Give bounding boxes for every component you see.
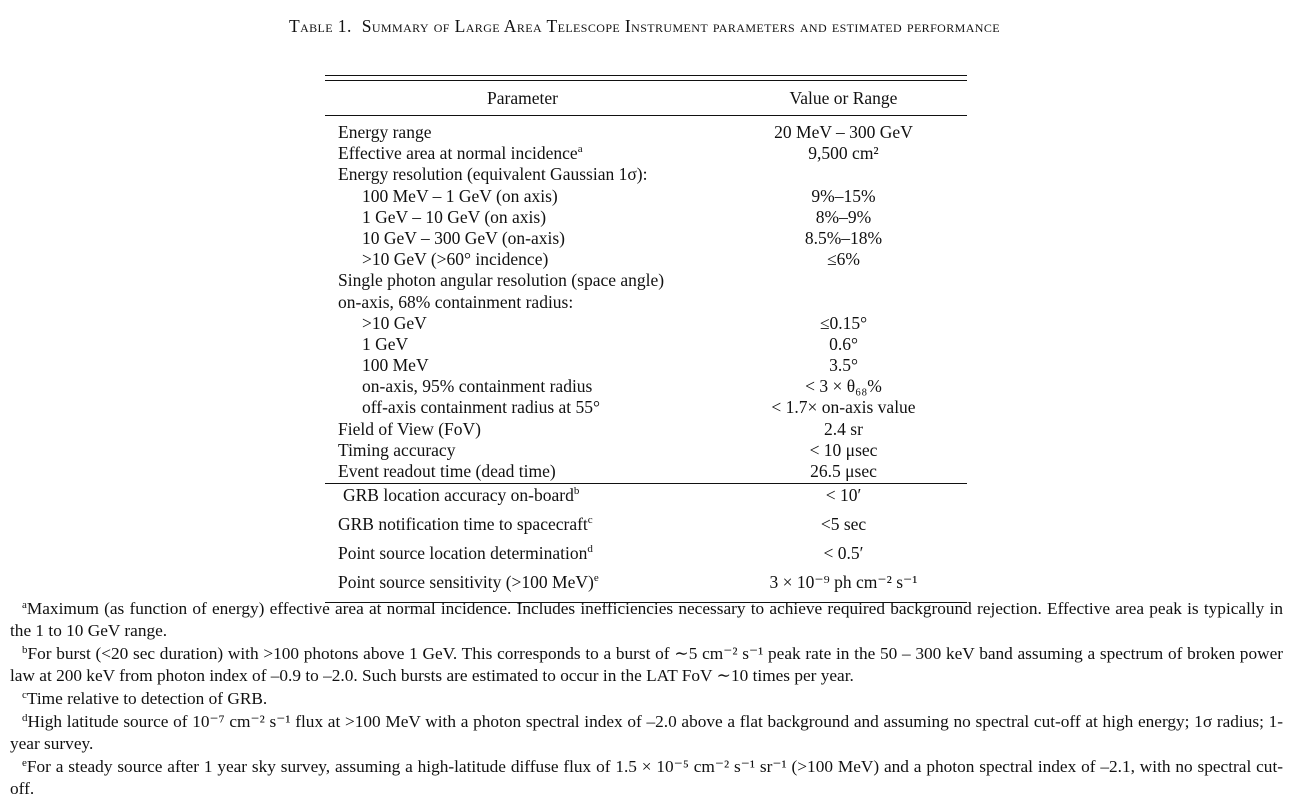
param-cell <box>325 440 720 461</box>
param-text: 1 GeV <box>362 333 409 354</box>
footnote-text: For a steady source after 1 year sky survey, assuming a high-latitude diffuse flux of 1.5 × 10⁻⁵ cm⁻² s⁻¹ sr⁻¹ (>100 MeV) and a photon spectral index of –2.1, with no spectral cut-off. <box>10 757 1283 798</box>
table-row <box>325 542 967 565</box>
value-cell: 8.5%–18% <box>804 227 883 248</box>
param-text: Energy range <box>338 122 432 142</box>
param-cell <box>325 376 720 397</box>
footnote-marker: a <box>577 143 583 156</box>
table-row <box>325 376 967 397</box>
footnote-mark: d <box>22 712 28 724</box>
value-cell: ≤0.15° <box>819 312 868 333</box>
value-cell: 9,500 cm² <box>808 143 879 164</box>
value-cell: 20 MeV – 300 GeV <box>774 122 913 142</box>
table-body-instrument <box>325 116 967 483</box>
table-row <box>325 513 967 536</box>
footnote-mark: c <box>22 689 27 701</box>
param-cell <box>325 397 720 418</box>
param-text: GRB notification time to spacecraft <box>338 514 588 535</box>
caption-text: Summary of Large Area Telescope Instrument parameters and estimated performance <box>361 16 1000 36</box>
param-cell <box>325 334 720 355</box>
table-row <box>325 143 967 164</box>
value-cell: 3.5° <box>829 355 858 376</box>
footnote <box>10 688 1283 710</box>
table-row <box>325 270 967 291</box>
footnote <box>10 643 1283 687</box>
table-row <box>325 207 967 228</box>
param-text: Timing accuracy <box>338 439 456 460</box>
value-cell: < 10′ <box>825 485 862 506</box>
table-row <box>325 461 967 482</box>
param-cell <box>325 513 720 536</box>
value-cell: < 3 × θ₆₈% <box>805 376 882 397</box>
value-cell: 26.5 μsec <box>810 461 877 481</box>
param-text: 100 MeV <box>362 355 429 376</box>
param-text: Point source sensitivity (>100 MeV) <box>338 572 594 593</box>
param-text: 1 GeV – 10 GeV (on axis) <box>362 206 547 227</box>
table-row <box>325 313 967 334</box>
value-cell: ≤6% <box>827 249 860 270</box>
param-text: GRB location accuracy on-board <box>343 485 574 506</box>
param-text: Effective area at normal incidence <box>338 143 578 164</box>
footnote-mark: a <box>22 599 27 611</box>
footnote-mark: b <box>22 644 28 656</box>
footnote-text: High latitude source of 10⁻⁷ cm⁻² s⁻¹ flux at >100 MeV with a photon spectral index of –2.0 above a flat background and assuming no spectral cut-off at high energy; 1σ radius; 1-year survey. <box>10 712 1283 753</box>
param-text: Single photon angular resolution (space angle) <box>338 270 665 291</box>
param-cell <box>325 270 720 291</box>
table-row <box>325 228 967 249</box>
value-cell: 9%–15% <box>811 185 876 206</box>
table-row <box>325 440 967 461</box>
table-body-grb <box>325 484 967 594</box>
table-row <box>325 164 967 185</box>
value-cell: < 1.7× on-axis value <box>771 397 916 418</box>
table-row <box>325 249 967 270</box>
param-text: >10 GeV <box>362 312 427 333</box>
caption-label: Table 1. <box>289 16 352 36</box>
table-row <box>325 122 967 143</box>
header-value: Value or Range <box>789 87 898 108</box>
value-cell <box>720 292 967 313</box>
param-cell <box>325 228 720 249</box>
footnote-text: Time relative to detection of GRB. <box>26 689 268 708</box>
param-cell <box>325 292 720 313</box>
param-text: on-axis, 95% containment radius <box>362 376 593 397</box>
param-cell <box>325 419 720 440</box>
param-text: Point source location determination <box>338 543 588 564</box>
param-text: >10 GeV (>60° incidence) <box>362 249 549 270</box>
value-cell: < 0.5′ <box>823 543 864 564</box>
table-footnotes <box>10 598 1283 801</box>
value-cell <box>720 164 967 185</box>
param-cell <box>325 461 720 482</box>
param-text: 100 MeV – 1 GeV (on axis) <box>362 185 558 206</box>
param-cell <box>325 207 720 228</box>
param-cell <box>325 122 720 143</box>
param-text: on-axis, 68% containment radius: <box>338 291 574 312</box>
table-header-row <box>325 81 967 116</box>
param-cell <box>325 542 720 565</box>
table-row <box>325 397 967 418</box>
table-row <box>325 292 967 313</box>
param-cell <box>325 164 720 185</box>
header-parameter: Parameter <box>487 87 558 108</box>
table-row <box>325 419 967 440</box>
value-cell: 0.6° <box>829 333 858 354</box>
footnote-text: Maximum (as function of energy) effective area at normal incidence. Includes inefficiencies necessary to achieve required background rejection. Effective area peak is typically in the 1 to 10 GeV range. <box>10 599 1283 640</box>
footnote-text: For burst (<20 sec duration) with >100 photons above 1 GeV. This corresponds to a burst of ∼5 cm⁻² s⁻¹ peak rate in the 50 – 300 keV band assuming a spectrum of broken power law at 200 keV from photon index of –0.9 to –2.0. Such bursts are estimated to occur in the LAT FoV ∼10 times per year. <box>10 644 1283 685</box>
table-row <box>325 355 967 376</box>
param-text: off-axis containment radius at 55° <box>362 397 601 418</box>
footnote-marker: c <box>587 514 593 527</box>
footnote-marker: b <box>573 485 580 498</box>
param-text: Event readout time (dead time) <box>338 461 556 481</box>
param-cell <box>325 249 720 270</box>
param-cell <box>325 484 720 507</box>
table-row <box>325 484 967 507</box>
footnote <box>10 598 1283 642</box>
footnote-mark: e <box>22 757 27 769</box>
table-row <box>325 571 967 594</box>
table-caption <box>289 16 1029 37</box>
value-cell: 2.4 sr <box>824 418 863 439</box>
footnote <box>10 711 1283 755</box>
value-cell: <5 sec <box>820 514 867 535</box>
param-cell <box>325 313 720 334</box>
table-row <box>325 334 967 355</box>
table-row <box>325 186 967 207</box>
value-cell: 8%–9% <box>815 206 872 227</box>
footnote <box>10 756 1283 800</box>
footnote-marker: e <box>593 572 599 585</box>
param-text: Field of View (FoV) <box>338 418 481 439</box>
param-text: 10 GeV – 300 GeV (on-axis) <box>362 227 566 248</box>
param-cell <box>325 571 720 594</box>
value-cell: < 10 μsec <box>809 439 878 460</box>
footnote-marker: d <box>587 543 593 556</box>
value-cell: 3 × 10⁻⁹ ph cm⁻² s⁻¹ <box>769 572 918 593</box>
value-cell <box>720 270 967 291</box>
param-cell <box>325 143 720 164</box>
parameters-table <box>325 75 967 603</box>
param-text: Energy resolution (equivalent Gaussian 1σ): <box>338 164 648 185</box>
param-cell <box>325 186 720 207</box>
param-cell <box>325 355 720 376</box>
